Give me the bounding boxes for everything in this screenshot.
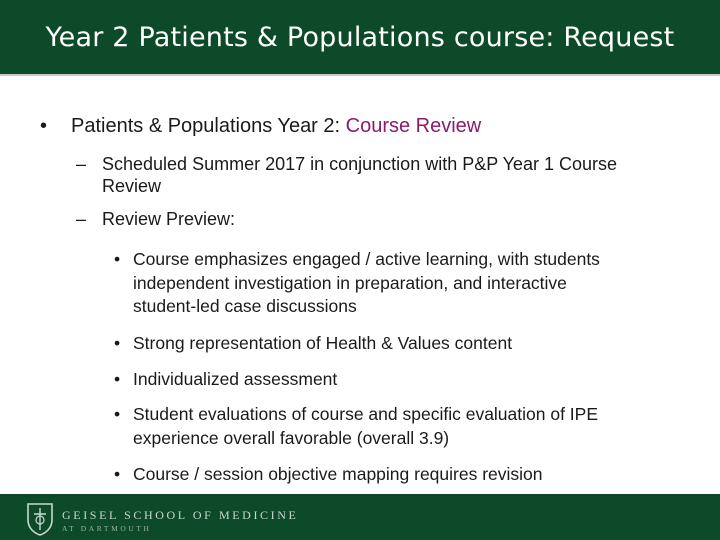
level3-line: independent investigation in preparation, and interactive xyxy=(133,273,567,293)
school-name: GEISEL SCHOOL OF MEDICINE xyxy=(62,508,299,522)
bullet-icon: • xyxy=(114,333,121,353)
bullet-icon: • xyxy=(40,115,48,137)
school-subtitle: AT DARTMOUTH xyxy=(62,524,152,533)
level3-line: student-led case discussions xyxy=(133,296,357,316)
level1-item xyxy=(71,114,481,138)
level2-line: Review Preview: xyxy=(102,209,236,229)
title-divider xyxy=(0,74,720,76)
bullet-icon: • xyxy=(114,464,121,484)
dash-icon: – xyxy=(76,209,87,229)
level3-line: experience overall favorable (overall 3.9) xyxy=(133,428,450,448)
level3-line: Individualized assessment xyxy=(133,369,338,389)
bullet-icon: • xyxy=(114,369,121,389)
bullet-icon: • xyxy=(114,249,121,269)
level3-line: Course / session objective mapping requires revision xyxy=(133,464,543,484)
level3-line: Course emphasizes engaged / active learning, with students xyxy=(133,249,600,269)
level3-line: Strong representation of Health & Values content xyxy=(133,333,513,353)
dartmouth-shield-icon xyxy=(26,502,54,536)
bullet-icon: • xyxy=(114,404,121,424)
dash-icon: – xyxy=(76,154,87,174)
level1-text: Patients & Populations Year 2: xyxy=(71,115,346,137)
slide-title: Year 2 Patients & Populations course: Request xyxy=(45,21,675,53)
level2-line: Scheduled Summer 2017 in conjunction with P&P Year 1 Course xyxy=(102,154,617,174)
level3-line: Student evaluations of course and specific evaluation of IPE xyxy=(133,404,599,424)
title-bar xyxy=(0,0,720,74)
course-review-highlight: Course Review xyxy=(345,115,482,137)
level2-line: Review xyxy=(102,176,162,196)
